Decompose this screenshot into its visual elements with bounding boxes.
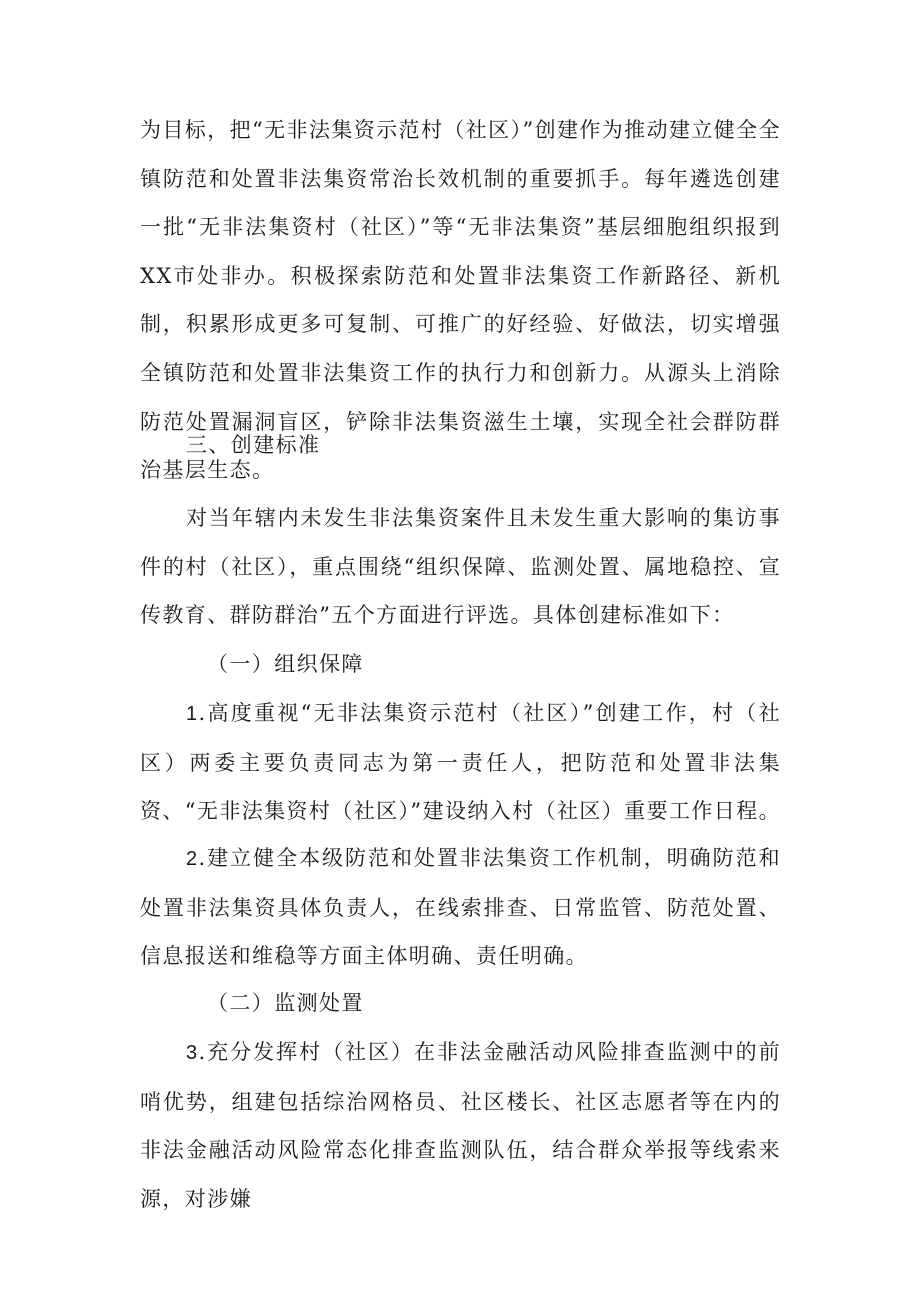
item-text: .高度重视“无非法集资示范村（社区）”创建工作，村（社区）两委主要负责同志为第一责任人，把防范和处置非法集资、“无非法集资村（社区）”建设纳入村（社区）重要工作日程。	[140, 701, 781, 824]
numbered-item	[140, 689, 781, 836]
subsection-heading: （二）监测处置	[207, 991, 364, 1015]
numbered-item	[140, 1028, 781, 1223]
section-heading: 三、创建标准	[186, 433, 321, 457]
numbered-item	[140, 834, 781, 981]
body-paragraph: 对当年辖内未发生非法集资案件且未发生重大影响的集访事件的村（社区），重点围绕“组织保障、监测处置、属地稳控、宣传教育、群防群治”五个方面进行评选。具体创建标准如下：	[140, 506, 781, 628]
item-text: .充分发挥村（社区）在非法金融活动风险排查监测中的前哨优势，组建包括综治网格员、社区楼长、社区志愿者等在内的非法金融活动风险常态化排查监测队伍，结合群众举报等线索来源，对涉嫌	[140, 1040, 781, 1211]
item-text: .建立健全本级防范和处置非法集资工作机制，明确防范和处置非法集资具体负责人，在线索排查、日常监管、防范处置、信息报送和维稳等方面主体明确、责任明确。	[140, 846, 781, 969]
subsection-heading: （一）组织保障	[207, 652, 364, 676]
body-paragraph: 为目标，把“无非法集资示范村（社区）”创建作为推动建立健全全镇防范和处置非法集资常治长效机制的重要抓手。每年遴选创建一批“无非法集资村（社区）”等“无非法集资”基层细胞组织报到XX市处非办。积极探索防范和处置非法集资工作新路径、新机制，积累形成更多可复制、可推广的好经验、好做法，切实增强全镇防范和处置非法集资工作的执行力和创新力。从源头上消除防范处置漏洞盲区，铲除非法集资滋生土壤，实现全社会群防群治基层生态。	[140, 118, 781, 483]
item-number: 1	[186, 703, 199, 725]
item-number: 3	[186, 1042, 199, 1064]
item-number: 2	[186, 848, 199, 870]
